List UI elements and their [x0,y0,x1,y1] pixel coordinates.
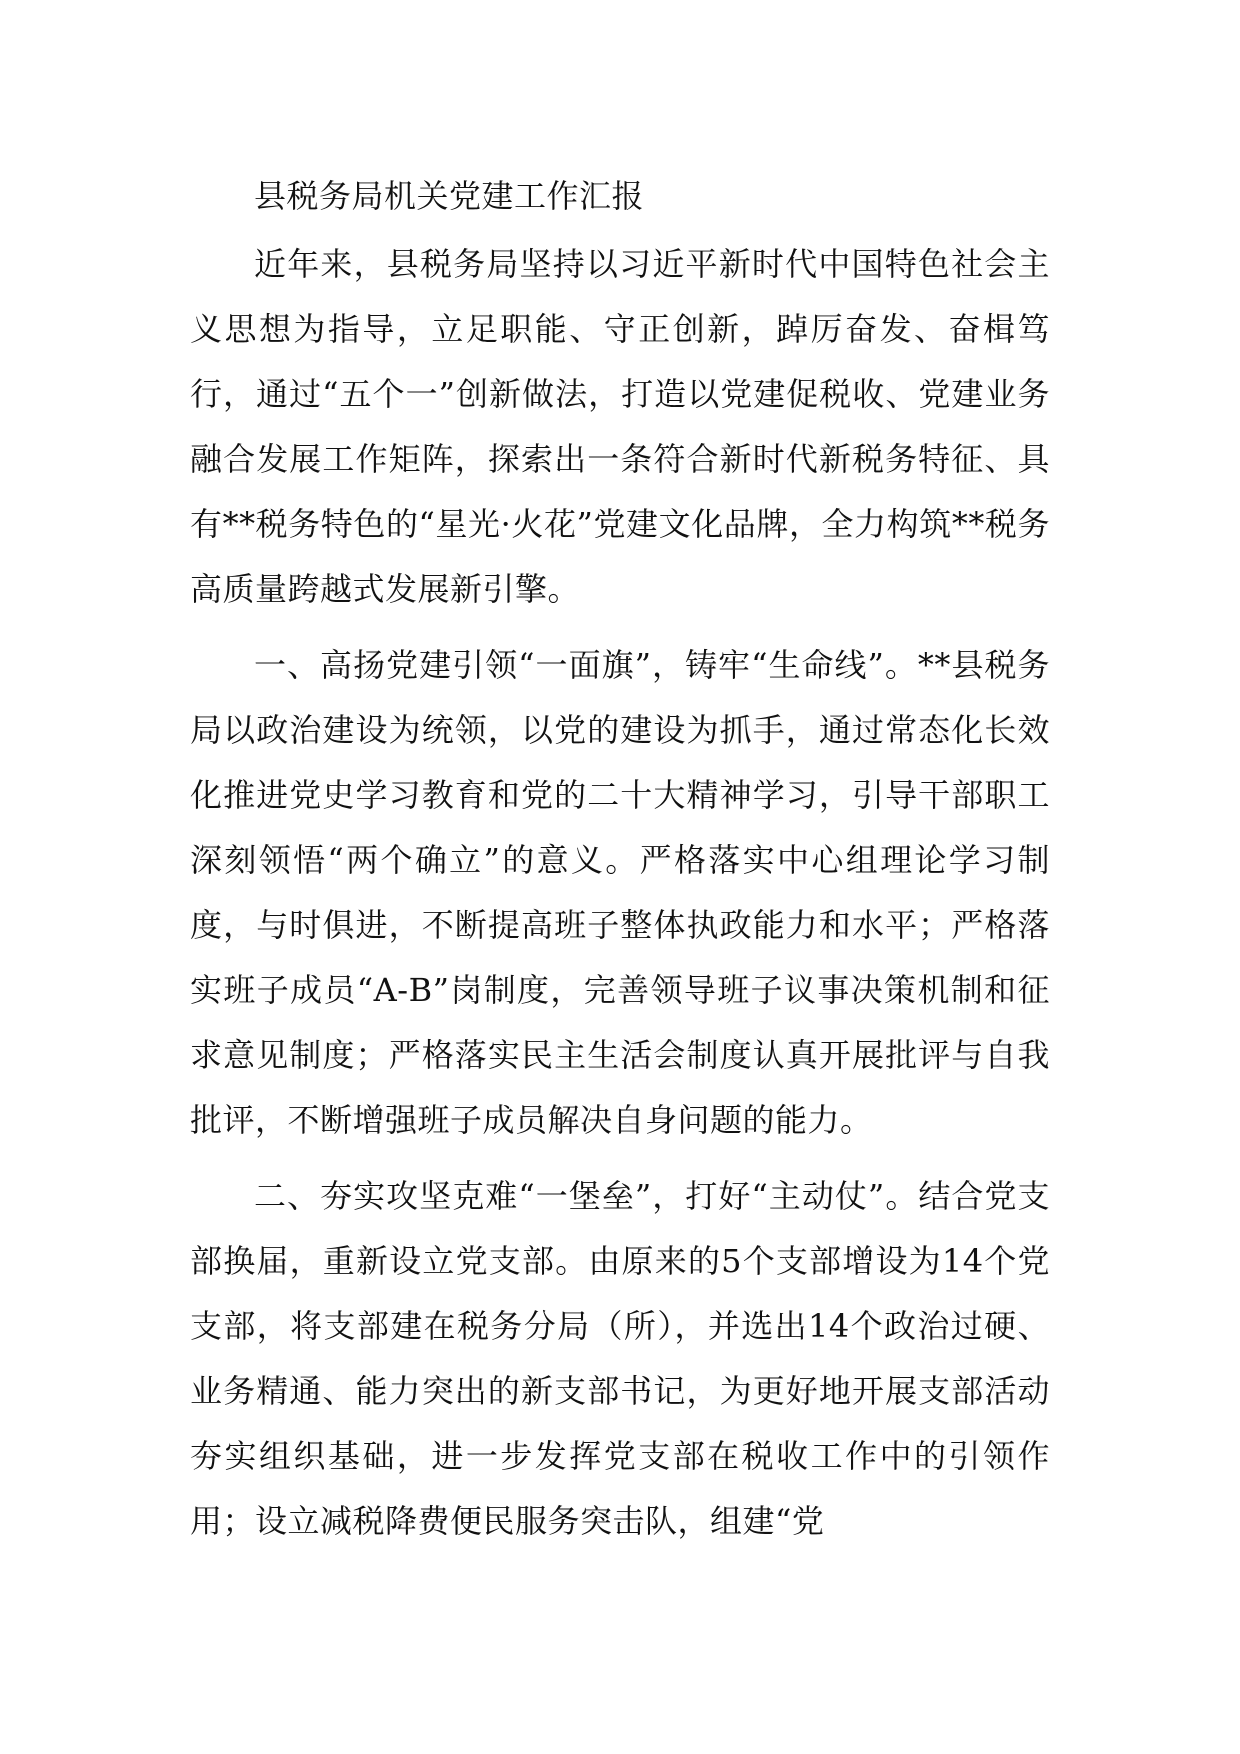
paragraph-section-2: 二、夯实攻坚克难“一堡垒”，打好“主动仗”。结合党支部换届，重新设立党支部。由原来的5个支部增设为14个党支部，将支部建在税务分局（所），并选出14个政治过硬、业务精通、能力突出的新支部书记，为更好地开展支部活动夯实组织基础，进一步发挥党支部在税收工作中的引领作用；设立减税降费便民服务突击队，组建“党 [190,1177,1050,1540]
paragraph-section-1: 一、高扬党建引领“一面旗”，铸牢“生命线”。**县税务局以政治建设为统领，以党的建设为抓手，通过常态化长效化推进党史学习教育和党的二十大精神学习，引导干部职工深刻领悟“两个确立”的意义。严格落实中心组理论学习制度，与时俱进，不断提高班子整体执政能力和水平；严格落实班子成员“A-B”岗制度，完善领导班子议事决策机制和征求意见制度；严格落实民主生活会制度认真开展批评与自我批评，不断增强班子成员解决自身问题的能力。 [190,646,1050,1139]
document-body [190,168,1050,1565]
document-title: 县税务局机关党建工作汇报 [254,177,645,215]
paragraph-intro: 近年来，县税务局坚持以习近平新时代中国特色社会主义思想为指导，立足职能、守正创新，踔厉奋发、奋楫笃行，通过“五个一”创新做法，打造以党建促税收、党建业务融合发展工作矩阵，探索出一条符合新时代新税务特征、具有**税务特色的“星光·火花”党建文化品牌，全力构筑**税务高质量跨越式发展新引擎。 [190,245,1050,608]
